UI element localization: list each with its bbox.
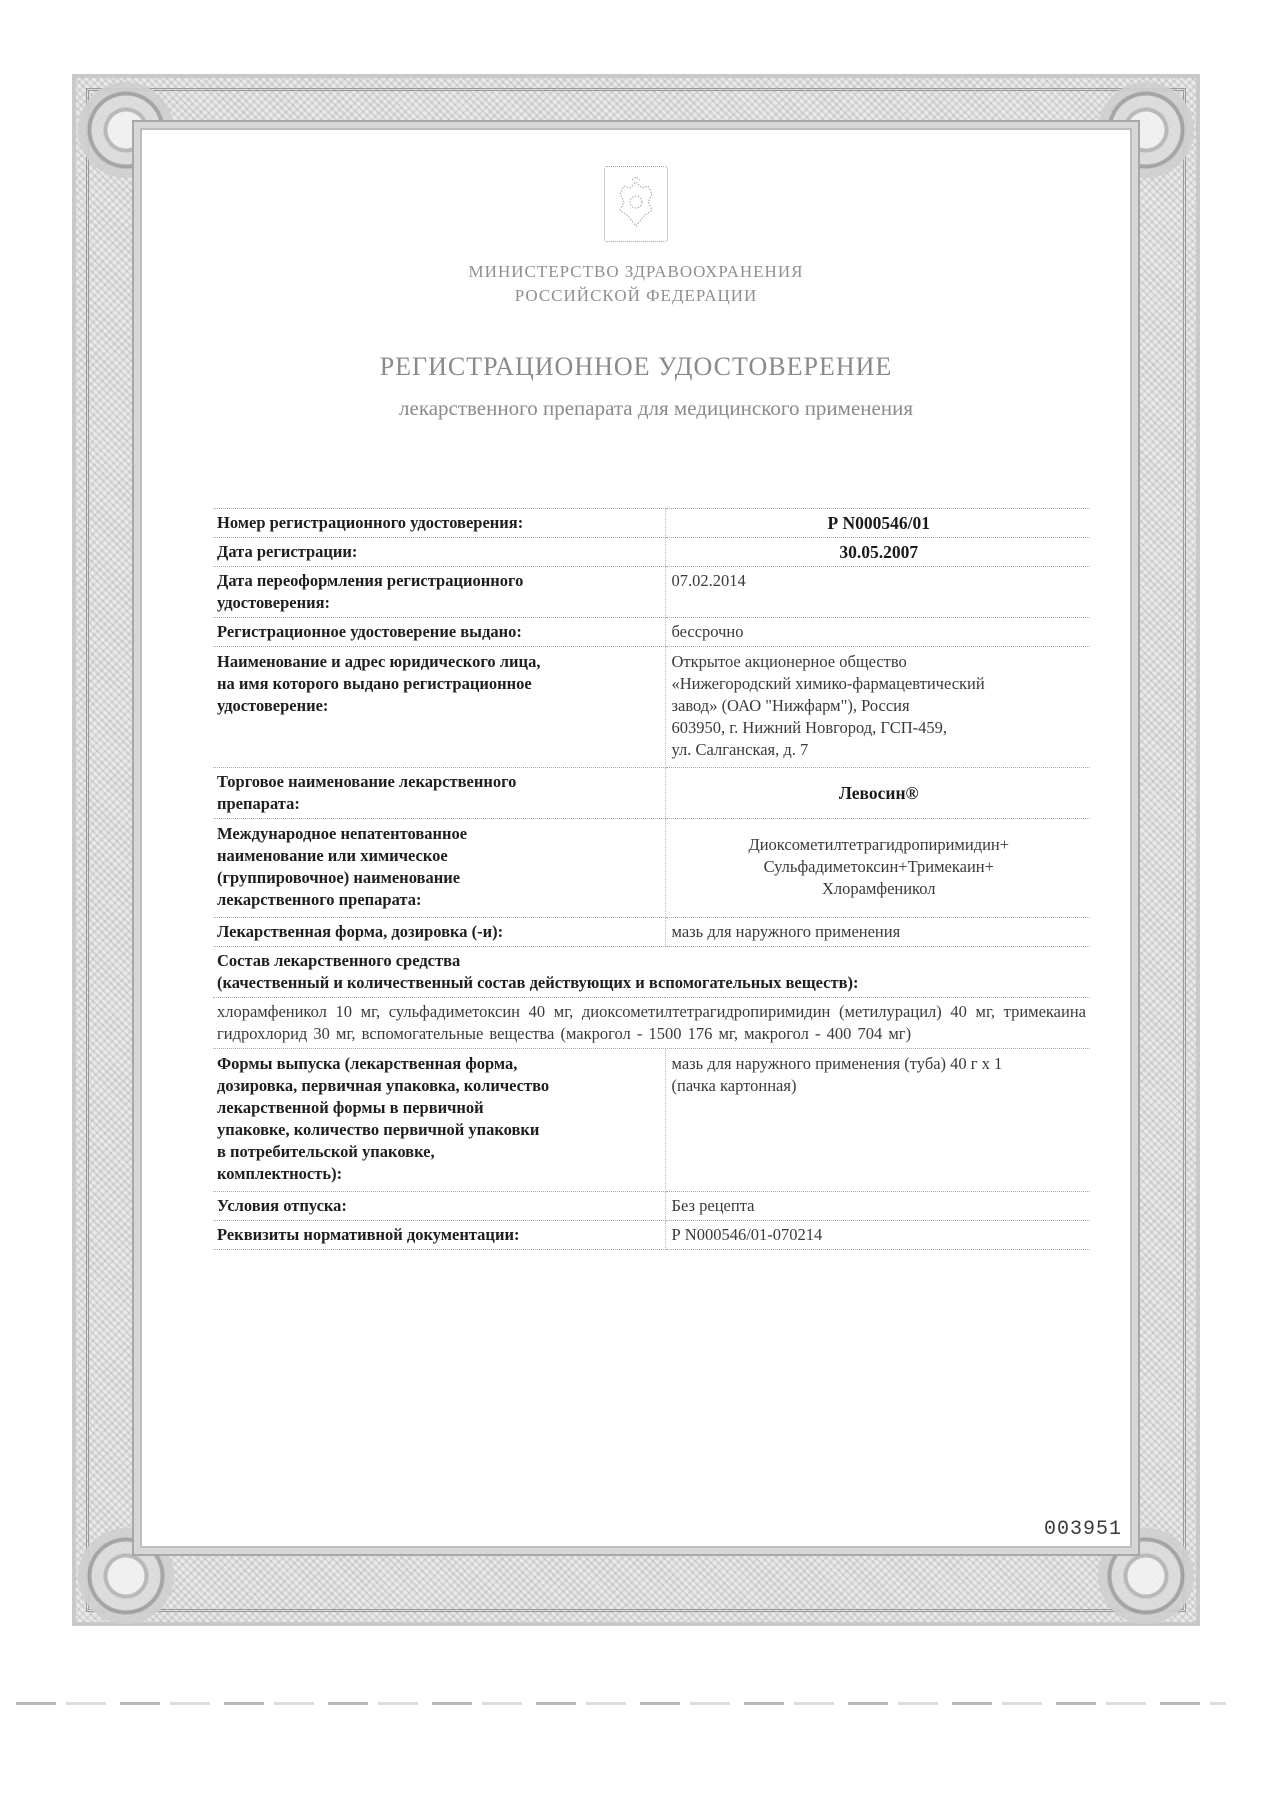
document-title: РЕГИСТРАЦИОННОЕ УДОСТОВЕРЕНИЕ xyxy=(379,352,893,381)
registration-date-value: 30.05.2007 xyxy=(665,538,1090,567)
release-forms-value: мазь для наружного применения (туба) 40 г x 1 (пачка картонная) xyxy=(665,1049,1090,1192)
table-row-trade-name xyxy=(213,768,1090,819)
table-row-reissue-date xyxy=(213,567,1090,618)
dispensing-value: Без рецепта xyxy=(665,1192,1090,1221)
row-label: Дата переоформления регистрационного удостоверения: xyxy=(213,567,665,618)
table-row-registration-date xyxy=(213,538,1090,567)
holder-value: Открытое акционерное общество «Нижегородский химико-фармацевтический завод» (ОАО "Нижфарм"), Россия 603950, г. Нижний Новгород, ГСП-459, ул. Салганская, д. 7 xyxy=(665,647,1090,768)
row-label: Дата регистрации: xyxy=(213,538,665,567)
ministry-name-line2: РОССИЙСКОЙ ФЕДЕРАЦИИ xyxy=(514,286,758,305)
table-row-inn xyxy=(213,819,1090,918)
table-row-validity xyxy=(213,618,1090,647)
row-label: Международное непатентованное наименование или химическое (группировочное) наименование лекарственного препарата: xyxy=(213,819,665,918)
row-label: Реквизиты нормативной документации: xyxy=(213,1221,665,1250)
validity-value: бессрочно xyxy=(665,618,1090,647)
table-row-registration-number xyxy=(213,509,1090,538)
scan-artifact-line xyxy=(16,1702,1226,1705)
table-row-holder xyxy=(213,647,1090,768)
registration-table xyxy=(213,508,1090,1250)
table-row-normative-docs xyxy=(213,1221,1090,1250)
composition-value: хлорамфеникол 10 мг, сульфадиметоксин 40 мг, диоксометилтетрагидропиримидин (метилурацил) 40 мг, тримекаина гидрохлорид 30 мг, вспомогательные вещества (макрогол - 1500 176 мг, макрогол - 400 704 мг) xyxy=(213,998,1090,1049)
inn-value: Диоксометилтетрагидропиримидин+ Сульфадиметоксин+Тримекаин+ Хлорамфеникол xyxy=(665,819,1090,918)
row-label: Формы выпуска (лекарственная форма, дозировка, первичная упаковка, количество лекарственной формы в первичной упаковке, количество первичной упаковки в потребительской упаковке, комплектность): xyxy=(213,1049,665,1192)
composition-label: Состав лекарственного средства (качественный и количественный состав действующих и вспомогательных веществ): xyxy=(213,947,1090,998)
row-label: Наименование и адрес юридического лица, на имя которого выдано регистрационное удостоверение: xyxy=(213,647,665,768)
row-label: Торговое наименование лекарственного препарата: xyxy=(213,768,665,819)
coat-of-arms-icon xyxy=(604,166,668,242)
reissue-date-value: 07.02.2014 xyxy=(665,567,1090,618)
ministry-name-line1: МИНИСТЕРСТВО ЗДРАВООХРАНЕНИЯ xyxy=(468,262,804,281)
row-label: Условия отпуска: xyxy=(213,1192,665,1221)
document-subtitle: лекарственного препарата для медицинского применения xyxy=(399,396,913,420)
dosage-form-value: мазь для наружного применения xyxy=(665,918,1090,947)
row-label: Лекарственная форма, дозировка (-и): xyxy=(213,918,665,947)
row-label: Регистрационное удостоверение выдано: xyxy=(213,618,665,647)
table-row-release-forms xyxy=(213,1049,1090,1192)
table-row-dosage-form xyxy=(213,918,1090,947)
trade-name-value: Левосин® xyxy=(665,768,1090,819)
table-row-composition-header xyxy=(213,947,1090,998)
normative-docs-value: Р N000546/01-070214 xyxy=(665,1221,1090,1250)
table-row-dispensing xyxy=(213,1192,1090,1221)
registration-number-value: Р N000546/01 xyxy=(665,509,1090,538)
row-label: Номер регистрационного удостоверения: xyxy=(213,509,665,538)
serial-number: 003951 xyxy=(1044,1518,1123,1541)
table-row-composition-value xyxy=(213,998,1090,1049)
